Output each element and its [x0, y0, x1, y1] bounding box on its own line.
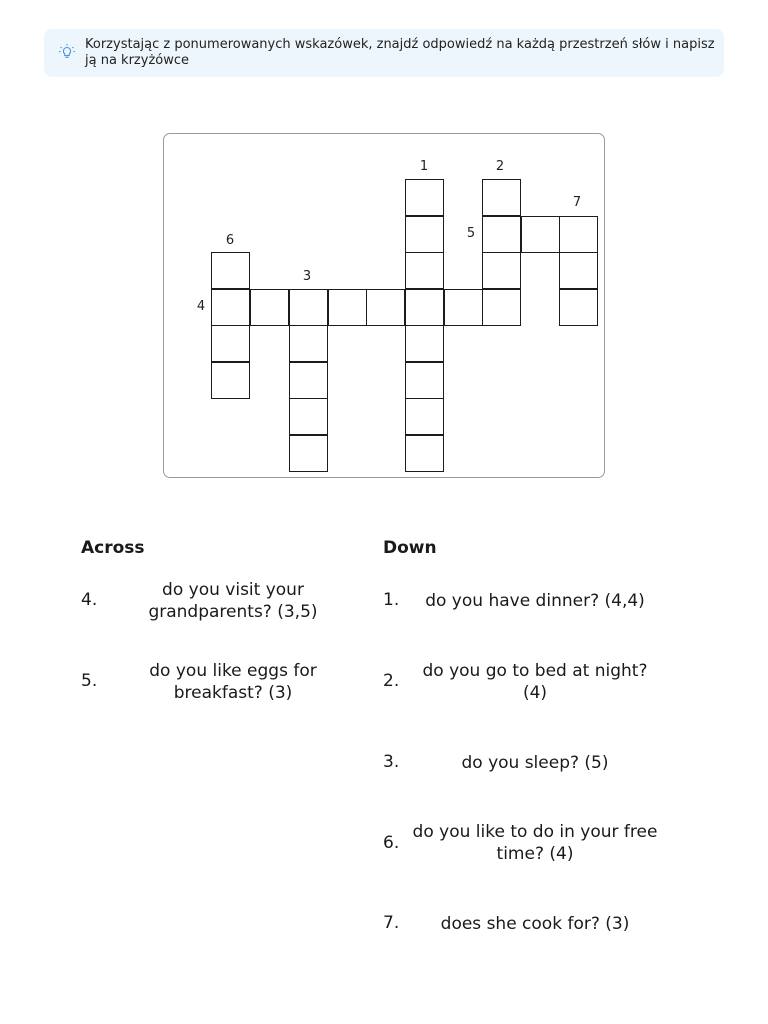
grid-number-4: 4 — [196, 299, 206, 314]
down-clue-text: do you like to do in your free time? (4) — [412, 822, 658, 864]
down-clue-number: 3. — [383, 752, 400, 772]
crossword-cell[interactable] — [482, 289, 521, 326]
crossword-cell[interactable] — [559, 289, 598, 326]
crossword-cell[interactable] — [289, 289, 328, 326]
instruction-banner — [44, 29, 724, 77]
crossword-cell[interactable] — [405, 398, 444, 435]
crossword-cell[interactable] — [444, 289, 483, 326]
crossword-cell[interactable] — [482, 179, 521, 216]
down-clue-text: do you go to bed at night? (4) — [422, 661, 648, 703]
down-clue-text: does she cook for? (3) — [440, 914, 630, 934]
grid-number-6: 6 — [225, 233, 235, 248]
crossword-cell[interactable] — [559, 252, 598, 289]
across-clue-text: do you like eggs for breakfast? (3) — [149, 661, 317, 703]
grid-number-3: 3 — [302, 269, 312, 284]
crossword-cell[interactable] — [405, 362, 444, 399]
crossword-cell[interactable] — [289, 362, 328, 399]
crossword-cell[interactable] — [405, 216, 444, 253]
crossword-cell[interactable] — [211, 325, 250, 362]
crossword-cell[interactable] — [559, 216, 598, 253]
crossword-cell[interactable] — [405, 435, 444, 472]
down-clue-number: 7. — [383, 913, 400, 933]
crossword-cell[interactable] — [405, 325, 444, 362]
crossword-cell[interactable] — [211, 362, 250, 399]
lightbulb-icon — [58, 43, 76, 61]
across-clue-number: 5. — [81, 671, 98, 691]
down-clue-text: do you have dinner? (4,4) — [425, 591, 645, 611]
grid-number-2: 2 — [495, 159, 505, 174]
crossword-cell[interactable] — [289, 325, 328, 362]
grid-number-5: 5 — [466, 226, 476, 241]
grid-number-1: 1 — [419, 159, 429, 174]
crossword-cell[interactable] — [328, 289, 367, 326]
crossword-cell[interactable] — [405, 289, 444, 326]
grid-number-7: 7 — [572, 195, 582, 210]
down-clue-number: 2. — [383, 671, 400, 691]
crossword-cell[interactable] — [211, 252, 250, 289]
crossword-cell[interactable] — [366, 289, 405, 326]
down-clue-text: do you sleep? (5) — [461, 753, 609, 773]
crossword-cell[interactable] — [405, 252, 444, 289]
crossword-cell[interactable] — [250, 289, 289, 326]
crossword-cell[interactable] — [289, 398, 328, 435]
crossword-cell[interactable] — [289, 435, 328, 472]
down-clue-number: 6. — [383, 833, 400, 853]
across-clue-text: do you visit your grandparents? (3,5) — [148, 580, 318, 622]
crossword-cell[interactable] — [482, 252, 521, 289]
crossword-cell[interactable] — [405, 179, 444, 216]
crossword-cell[interactable] — [521, 216, 560, 253]
down-clue-number: 1. — [383, 590, 400, 610]
crossword-cell[interactable] — [211, 289, 250, 326]
crossword-cell[interactable] — [482, 216, 521, 253]
instruction-text: Korzystając z ponumerowanych wskazówek, znajdź odpowiedź na każdą przestrzeń słów i napisz ją na krzyżówce — [85, 37, 715, 68]
across-clue-number: 4. — [81, 590, 98, 610]
down-heading: Down — [383, 538, 437, 558]
across-heading: Across — [81, 538, 145, 558]
